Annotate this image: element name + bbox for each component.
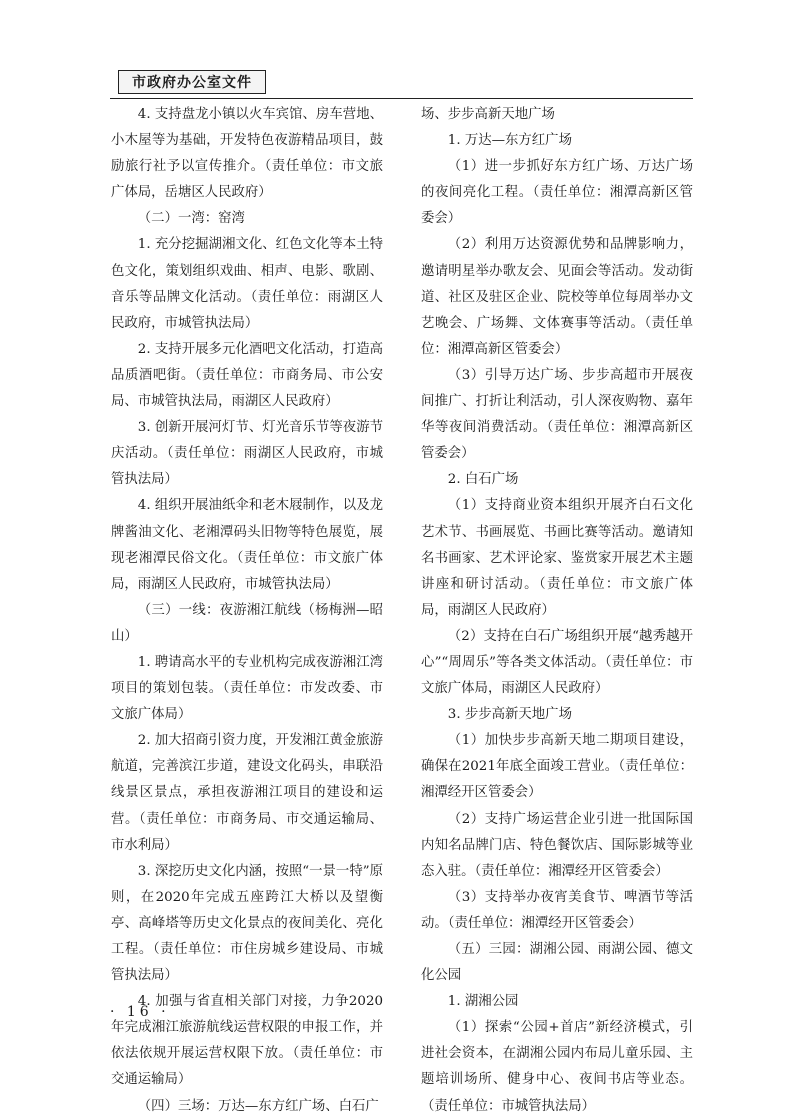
paragraph: （3）引导万达广场、步步高超市开展夜间推广、打折让利活动，引人深夜购物、嘉年华等夜间消费活动。（责任单位：湘潭高新区管委会） <box>421 367 693 462</box>
paragraph: 1. 聘请高水平的专业机构完成夜游湘江湾项目的策划包装。（责任单位：市发改委、市文旅广体局） <box>111 654 383 723</box>
paragraph: （2）利用万达资源优势和品牌影响力，邀请明星举办歌友会、见面会等活动。发动街道、社区及驻区企业、院校等单位每周举办文艺晚会、广场舞、文体赛事等活动。（责任单位：湘潭高新区管委会） <box>421 237 693 357</box>
page-number: · 16 · <box>110 1004 170 1020</box>
paragraph: 4. 组织开展油纸伞和老木屐制作，以及龙牌酱油文化、老湘潭码头旧物等特色展览，展现老湘潭民俗文化。（责任单位：市文旅广体局，雨湖区人民政府，市城管执法局） <box>111 498 383 592</box>
left-text-column <box>111 102 383 1120</box>
paragraph: 4. 支持盘龙小镇以火车宾馆、房车营地、小木屋等为基础，开发特色夜游精品项目，鼓励旅行社予以宣传推介。（责任单位：市文旅广体局，岳塘区人民政府） <box>111 107 383 201</box>
paragraph: 1. 湖湘公园 <box>447 994 519 1010</box>
paragraph: 2. 加大招商引资力度，开发湘江黄金旅游航道，完善滨江步道，建设文化码头，串联沿线景区景点，承担夜游湘江项目的建设和运营。（责任单位：市商务局、市交通运输局、市水利局） <box>111 733 383 853</box>
header-title-badge <box>118 70 266 94</box>
paragraph: 场、步步高新天地广场 <box>421 107 555 122</box>
paragraph: 3. 创新开展河灯节、灯光音乐节等夜游节庆活动。（责任单位：雨湖区人民政府，市城管执法局） <box>111 420 383 488</box>
paragraph: 4. 加强与省直相关部门对接，力争2020年完成湘江旅游航线运营权限的申报工作，并依法依规开展运营权限下放。（责任单位：市交通运输局） <box>111 994 383 1088</box>
paragraph: （五）三园：湖湘公园、雨湖公园、德文化公园 <box>421 942 693 984</box>
paragraph: （二）一湾：窑湾 <box>137 211 245 227</box>
header-title: 市政府办公室文件 <box>132 75 252 91</box>
right-text-column <box>421 102 693 1120</box>
paragraph: （1）支持商业资本组织开展齐白石文化艺术节、书画展览、书画比赛等活动。邀请知名书画家、艺术评论家、鉴赏家开展艺术主题讲座和研讨活动。（责任单位：市文旅广体局，雨湖区人民政府） <box>421 498 693 618</box>
paragraph: （2）支持在白石广场组织开展“越秀越开心”“周周乐”等各类文体活动。（责任单位：市文旅广体局，雨湖区人民政府） <box>421 628 693 697</box>
paragraph: （2）支持广场运营企业引进一批国际国内知名品牌门店、特色餐饮店、国际影城等业态入驻。（责任单位：湘潭经开区管委会） <box>421 811 693 879</box>
paragraph: 3. 步步高新天地广场 <box>447 707 572 723</box>
paragraph: 1. 充分挖掘湖湘文化、红色文化等本土特色文化，策划组织戏曲、相声、电影、歌剧、音乐等品牌文化活动。（责任单位：雨湖区人民政府，市城管执法局） <box>111 237 383 331</box>
paragraph: （四）三场：万达—东方红广场、白石广 <box>137 1098 379 1114</box>
paragraph: （三）一线：夜游湘江航线（杨梅洲—昭山） <box>111 602 383 644</box>
paragraph: 2. 支持开展多元化酒吧文化活动，打造高品质酒吧街。（责任单位：市商务局、市公安局、市城管执法局，雨湖区人民政府） <box>111 341 383 410</box>
paragraph: （1）进一步抓好东方红广场、万达广场的夜间亮化工程。（责任单位：湘潭高新区管委会） <box>421 159 693 227</box>
paragraph: （3）支持举办夜宵美食节、啤酒节等活动。（责任单位：湘潭经开区管委会） <box>421 889 693 931</box>
paragraph: 2. 白石广场 <box>447 472 519 488</box>
header-divider <box>110 98 693 99</box>
paragraph: 1. 万达—东方红广场 <box>447 133 572 149</box>
paragraph: （1）加快步步高新天地二期项目建设，确保在2021年底全面竣工营业。（责任单位：湘潭经开区管委会） <box>421 733 693 801</box>
paragraph: 3. 深挖历史文化内涵，按照“一景一特”原则，在2020年完成五座跨江大桥以及望衡亭、高峰塔等历史文化景点的夜间美化、亮化工程。（责任单位：市住房城乡建设局、市城管执法局） <box>111 863 383 984</box>
paragraph: （1）探索“公园+首店”新经济模式，引进社会资本，在湖湘公园内布局儿童乐园、主题培训场所、健身中心、夜间书店等业态。（责任单位：市城管执法局） <box>421 1020 693 1114</box>
